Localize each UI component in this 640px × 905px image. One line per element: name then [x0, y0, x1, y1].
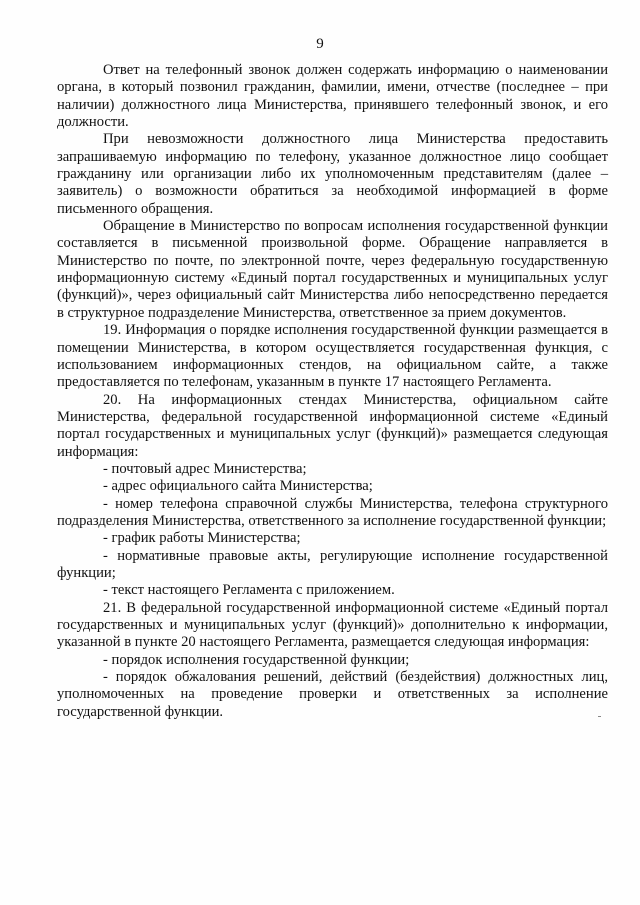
paragraph-item-20: 20. На информационных стендах Министерства, официальном сайте Министерства, федеральной государственной информационной системе «Единый портал государственных и муниципальных услуг (функций)» размещается следующая информация:: [57, 391, 608, 460]
paragraph-item-21: 21. В федеральной государственной информационной системе «Единый портал государственных и муниципальных услуг (функций)» дополнительно к информации, указанной в пункте 20 настоящего Регламента, размещается следующая информация:: [57, 599, 608, 651]
paragraph-written-request: При невозможности должностного лица Министерства предоставить запрашиваемую информацию по телефону, указанное должностное лицо сообщает гражданину или организации либо их уполномоченным представителям (далее – заявитель) о возможности обратиться за необходимой информацией в форме письменного обращения.: [57, 131, 608, 217]
paragraph-request-form: Обращение в Министерство по вопросам исполнения государственной функции составляется в письменной произвольной форме. Обращение направляется в Министерство по почте, по электронной почте, через федеральную государственную информационную систему «Единый портал государственных и муниципальных услуг (функций)», через официальный сайт Министерства либо непосредственно передается в структурное подразделение Министерства, ответственное за прием документов.: [57, 218, 608, 321]
scan-artifact: [598, 716, 601, 717]
list-item-legal-acts: - нормативные правовые акты, регулирующие исполнение государственной функции;: [57, 547, 608, 581]
list-item-phone-number: - номер телефона справочной службы Министерства, телефона структурного подразделения Министерства, ответственного за исполнение государственной функции;: [57, 495, 608, 529]
page-number: 9: [316, 36, 324, 52]
paragraph-phone-answer: Ответ на телефонный звонок должен содержать информацию о наименовании органа, в который позвонил гражданин, фамилии, имени, отчестве (последнее – при наличии) должностного лица Министерства, принявшего телефонный звонок, и его должности.: [57, 62, 608, 131]
list-item-postal-address: - почтовый адрес Министерства;: [103, 460, 307, 477]
list-item-work-schedule: - график работы Министерства;: [103, 530, 301, 547]
list-item-execution-procedure: - порядок исполнения государственной функции;: [103, 651, 410, 668]
document-body: [57, 62, 608, 721]
paragraph-item-19: 19. Информация о порядке исполнения государственной функции размещается в помещении Министерства, в котором осуществляется государственная функция, с использованием информационных стендов, на официальном сайте, а также предоставляется по телефонам, указанным в пункте 17 настоящего Регламента.: [57, 322, 608, 391]
list-item-appeal-procedure: - порядок обжалования решений, действий (бездействия) должностных лиц, уполномоченных на проведение проверки и ответственных за исполнение государственной функции.: [57, 669, 608, 720]
list-item-website-address: - адрес официального сайта Министерства;: [103, 478, 373, 495]
list-item-regulation-text: - текст настоящего Регламента с приложением.: [103, 582, 395, 599]
